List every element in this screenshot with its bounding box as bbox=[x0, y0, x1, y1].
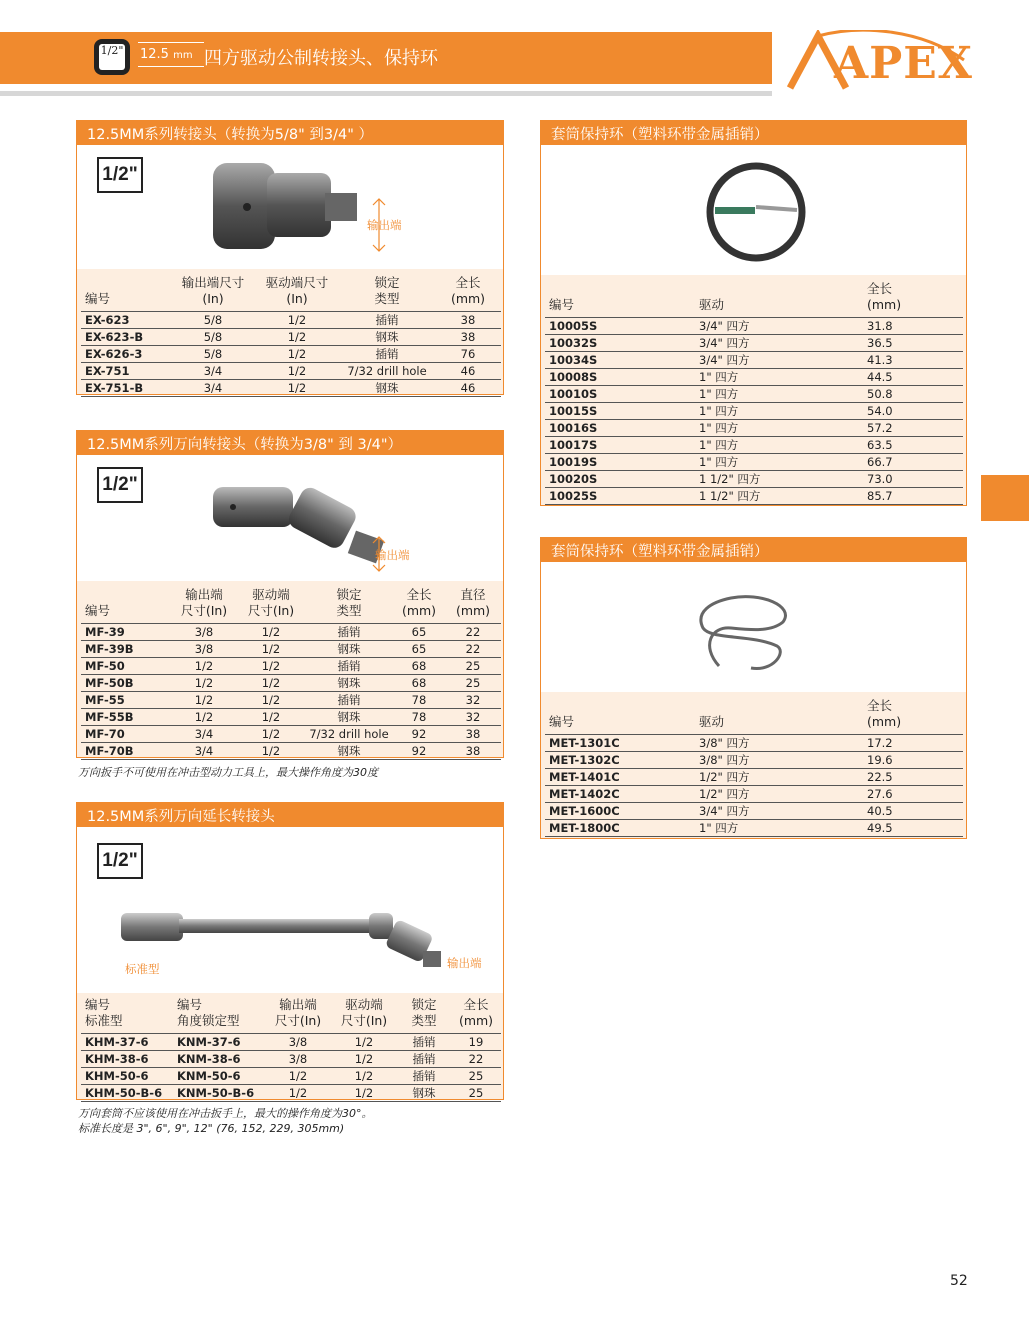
col-header: 驱动端 尺寸(In) bbox=[340, 997, 388, 1028]
table-cell: 1 1/2" 四方 bbox=[695, 488, 863, 505]
table-row bbox=[545, 335, 963, 352]
table-cell: 3/8 bbox=[171, 624, 237, 641]
table-cell: 3/4 bbox=[171, 726, 237, 743]
col-header: 编号 bbox=[549, 714, 575, 729]
table-header-row bbox=[545, 698, 963, 735]
spec-table bbox=[81, 275, 501, 397]
spec-table bbox=[81, 997, 501, 1102]
table-cell: 32 bbox=[445, 692, 501, 709]
table-cell: KHM-50-6 bbox=[81, 1068, 173, 1085]
table-cell: 1/2 bbox=[237, 743, 305, 760]
table-cell: 3/8" 四方 bbox=[695, 735, 863, 752]
col-header: 编号 bbox=[85, 603, 111, 618]
logo-text: APEX bbox=[834, 38, 973, 89]
output-end-label: 输出端 bbox=[447, 956, 482, 970]
drive-badge: 1/2" bbox=[97, 157, 143, 193]
table-cell: 插销 bbox=[339, 312, 435, 329]
table-cell: 65 bbox=[393, 641, 445, 658]
table-row bbox=[545, 752, 963, 769]
table-cell: 1/2 bbox=[265, 1085, 331, 1102]
table-cell: 5/8 bbox=[171, 312, 255, 329]
table-cell: 1/2 bbox=[265, 1068, 331, 1085]
table-cell: 38 bbox=[435, 329, 501, 346]
table-cell: 3/4" 四方 bbox=[695, 352, 863, 369]
table-cell: 插销 bbox=[339, 346, 435, 363]
table-cell: 10017S bbox=[545, 437, 695, 454]
table-cell: KNM-50-B-6 bbox=[173, 1085, 265, 1102]
col-header: 编号 角度锁定型 bbox=[177, 997, 240, 1028]
table-cell: 10008S bbox=[545, 369, 695, 386]
spec-table bbox=[81, 587, 501, 760]
table-cell: 1/2 bbox=[171, 692, 237, 709]
table-cell: 3/4" 四方 bbox=[695, 803, 863, 820]
table-cell: MF-39 bbox=[81, 624, 171, 641]
table-cell: 钢珠 bbox=[397, 1085, 451, 1102]
table-cell: 57.2 bbox=[863, 420, 963, 437]
table-cell: MF-55 bbox=[81, 692, 171, 709]
table-cell: 10034S bbox=[545, 352, 695, 369]
table-cell: 钢珠 bbox=[305, 641, 393, 658]
table-cell: 1" 四方 bbox=[695, 386, 863, 403]
table-cell: 1" 四方 bbox=[695, 420, 863, 437]
table-row bbox=[545, 803, 963, 820]
table-row bbox=[81, 675, 501, 692]
col-header: 输出端 尺寸(In) bbox=[180, 587, 228, 618]
panel-extension-adapters bbox=[76, 802, 504, 1100]
product-image-area bbox=[77, 145, 503, 269]
table-cell: 25 bbox=[445, 675, 501, 692]
col-header: 锁定 类型 bbox=[411, 997, 437, 1028]
table-row bbox=[545, 488, 963, 505]
table-cell: 1/2 bbox=[237, 658, 305, 675]
col-header: 锁定 类型 bbox=[374, 275, 400, 306]
table-row bbox=[545, 454, 963, 471]
col-header: 驱动 bbox=[699, 297, 725, 312]
table-cell: 54.0 bbox=[863, 403, 963, 420]
table-cell: 10015S bbox=[545, 403, 695, 420]
table-row bbox=[81, 692, 501, 709]
panel-title: 12.5MM系列万向转接头（转换为3/8" 到 3/4"） bbox=[77, 431, 503, 455]
table-cell: 1/2 bbox=[331, 1051, 397, 1068]
table-cell: MET-1401C bbox=[545, 769, 695, 786]
drive-badge: 1/2" bbox=[97, 843, 143, 879]
table-cell: 插销 bbox=[305, 624, 393, 641]
table-cell: 1/2 bbox=[171, 675, 237, 692]
table-cell: 7/32 drill hole bbox=[339, 363, 435, 380]
table-row bbox=[81, 1034, 501, 1051]
table-row bbox=[81, 641, 501, 658]
adapter-image bbox=[207, 155, 447, 265]
col-header: 编号 bbox=[85, 291, 111, 306]
table-cell: MF-39B bbox=[81, 641, 171, 658]
table-cell: 7/32 drill hole bbox=[305, 726, 393, 743]
table-cell: 3/4" 四方 bbox=[695, 318, 863, 335]
panel-title: 12.5MM系列转接头（转换为5/8" 到3/4" ） bbox=[77, 121, 503, 145]
table-cell: 1" 四方 bbox=[695, 820, 863, 837]
table-cell: 92 bbox=[393, 726, 445, 743]
header-rule bbox=[0, 91, 772, 96]
page-title: 四方驱动公制转接头、保持环 bbox=[204, 48, 438, 69]
table-cell: 49.5 bbox=[863, 820, 963, 837]
output-end-label: 输出端 bbox=[367, 218, 402, 232]
table-cell: EX-626-3 bbox=[81, 346, 171, 363]
col-header: 编号 bbox=[549, 297, 575, 312]
table-cell: 25 bbox=[445, 658, 501, 675]
table-cell: 36.5 bbox=[863, 335, 963, 352]
table-row bbox=[81, 363, 501, 380]
table-header-row bbox=[81, 275, 501, 312]
table-row bbox=[545, 820, 963, 837]
table-cell: 1" 四方 bbox=[695, 369, 863, 386]
table-cell: 1/2 bbox=[237, 624, 305, 641]
table-cell: EX-751-B bbox=[81, 380, 171, 397]
table-cell: 插销 bbox=[397, 1034, 451, 1051]
table-cell: EX-623 bbox=[81, 312, 171, 329]
table-cell: 1/2" 四方 bbox=[695, 786, 863, 803]
table-cell: 22 bbox=[451, 1051, 501, 1068]
table-cell: 46 bbox=[435, 363, 501, 380]
table-cell: KNM-50-6 bbox=[173, 1068, 265, 1085]
drive-size-badge bbox=[94, 39, 130, 75]
table-cell: 10016S bbox=[545, 420, 695, 437]
drive-fraction: 1/2" bbox=[99, 44, 125, 70]
table-row bbox=[81, 312, 501, 329]
table-cell: MET-1301C bbox=[545, 735, 695, 752]
spec-table bbox=[545, 698, 963, 837]
table-cell: 22.5 bbox=[863, 769, 963, 786]
table-cell: 10025S bbox=[545, 488, 695, 505]
table-cell: 50.8 bbox=[863, 386, 963, 403]
panel-universal-adapters bbox=[76, 430, 504, 758]
table-cell: 1/2 bbox=[237, 692, 305, 709]
table-cell: MET-1800C bbox=[545, 820, 695, 837]
col-header: 全长 (mm) bbox=[401, 587, 437, 618]
table-cell: 10032S bbox=[545, 335, 695, 352]
table-cell: KHM-37-6 bbox=[81, 1034, 173, 1051]
standard-type-label: 标准型 bbox=[125, 962, 160, 976]
retaining-ring-image bbox=[701, 157, 811, 267]
table-cell: 1/2 bbox=[237, 641, 305, 658]
table-cell: 3/8" 四方 bbox=[695, 752, 863, 769]
table-cell: MET-1302C bbox=[545, 752, 695, 769]
product-image-area bbox=[541, 145, 966, 275]
table-row bbox=[545, 735, 963, 752]
table-header-row bbox=[81, 997, 501, 1034]
table-cell: 85.7 bbox=[863, 488, 963, 505]
table-cell: 19.6 bbox=[863, 752, 963, 769]
table-row bbox=[545, 403, 963, 420]
table-cell: 钢珠 bbox=[339, 329, 435, 346]
table-row bbox=[81, 380, 501, 397]
table-cell: 10020S bbox=[545, 471, 695, 488]
output-end-label: 输出端 bbox=[375, 548, 410, 562]
table-cell: 1" 四方 bbox=[695, 454, 863, 471]
table-cell: KHM-50-B-6 bbox=[81, 1085, 173, 1102]
extension-note-1: 万向套筒不应该使用在冲击扳手上，最大的操作角度为30°。 bbox=[78, 1107, 373, 1120]
table-cell: 1" 四方 bbox=[695, 437, 863, 454]
col-header: 输出端尺寸 (In) bbox=[181, 275, 245, 306]
output-arrow-icon bbox=[509, 941, 529, 981]
col-header: 输出端 尺寸(In) bbox=[274, 997, 322, 1028]
col-header: 驱动端 尺寸(In) bbox=[247, 587, 295, 618]
drive-mm-value: 12.5 bbox=[140, 47, 169, 62]
table-row bbox=[81, 709, 501, 726]
table-row bbox=[81, 726, 501, 743]
col-header: 驱动 bbox=[699, 714, 725, 729]
table-row bbox=[545, 318, 963, 335]
table-cell: MF-70 bbox=[81, 726, 171, 743]
table-cell: 32 bbox=[445, 709, 501, 726]
table-cell: KNM-37-6 bbox=[173, 1034, 265, 1051]
table-row bbox=[545, 386, 963, 403]
table-cell: 1/2" 四方 bbox=[695, 769, 863, 786]
table-cell: 钢珠 bbox=[305, 709, 393, 726]
table-cell: 3/8 bbox=[265, 1051, 331, 1068]
table-cell: MF-50 bbox=[81, 658, 171, 675]
col-header: 全长 (mm) bbox=[458, 997, 494, 1028]
product-image-area bbox=[541, 562, 966, 692]
drive-mm-unit: mm bbox=[173, 50, 193, 61]
table-cell: 1/2 bbox=[331, 1034, 397, 1051]
table-row bbox=[545, 369, 963, 386]
table-cell: 10010S bbox=[545, 386, 695, 403]
spec-table-area bbox=[541, 275, 966, 505]
table-cell: 63.5 bbox=[863, 437, 963, 454]
drive-badge: 1/2" bbox=[97, 467, 143, 503]
table-row bbox=[81, 658, 501, 675]
table-cell: KHM-38-6 bbox=[81, 1051, 173, 1068]
table-cell: 66.7 bbox=[863, 454, 963, 471]
table-cell: 1/2 bbox=[237, 675, 305, 692]
table-row bbox=[81, 1068, 501, 1085]
extension-note-2: 标准长度是 3", 6", 9", 12" (76, 152, 229, 305mm) bbox=[78, 1122, 345, 1135]
drive-mm-label bbox=[138, 42, 204, 67]
table-cell: 73.0 bbox=[863, 471, 963, 488]
panel-retaining-rings-metal bbox=[540, 537, 967, 839]
table-cell: 38 bbox=[445, 726, 501, 743]
table-cell: 1/2 bbox=[171, 658, 237, 675]
table-row bbox=[545, 437, 963, 454]
table-cell: 10019S bbox=[545, 454, 695, 471]
table-header-row bbox=[81, 587, 501, 624]
table-cell: 68 bbox=[393, 658, 445, 675]
spec-table-area bbox=[541, 692, 966, 838]
product-image-area bbox=[77, 455, 503, 581]
table-cell: 78 bbox=[393, 709, 445, 726]
panel-adapters bbox=[76, 120, 504, 395]
table-cell: 3/4 bbox=[171, 363, 255, 380]
table-cell: 25 bbox=[451, 1085, 501, 1102]
table-cell: 38 bbox=[435, 312, 501, 329]
table-cell: 1/2 bbox=[237, 726, 305, 743]
table-cell: 22 bbox=[445, 624, 501, 641]
table-cell: 5/8 bbox=[171, 346, 255, 363]
table-cell: 17.2 bbox=[863, 735, 963, 752]
table-cell: 10005S bbox=[545, 318, 695, 335]
spec-table-area bbox=[77, 269, 503, 394]
table-cell: 1/2 bbox=[255, 329, 339, 346]
table-cell: 65 bbox=[393, 624, 445, 641]
table-cell: 1/2 bbox=[237, 709, 305, 726]
table-cell: 1 1/2" 四方 bbox=[695, 471, 863, 488]
table-cell: 钢珠 bbox=[305, 675, 393, 692]
table-cell: 插销 bbox=[397, 1068, 451, 1085]
table-row bbox=[81, 346, 501, 363]
table-cell: MF-70B bbox=[81, 743, 171, 760]
table-cell: 68 bbox=[393, 675, 445, 692]
table-cell: 41.3 bbox=[863, 352, 963, 369]
table-cell: 3/8 bbox=[265, 1034, 331, 1051]
col-header: 全长 (mm) bbox=[867, 281, 902, 312]
table-cell: EX-623-B bbox=[81, 329, 171, 346]
table-row bbox=[81, 624, 501, 641]
table-cell: 钢珠 bbox=[339, 380, 435, 397]
table-cell: 25 bbox=[451, 1068, 501, 1085]
col-header: 编号 标准型 bbox=[85, 997, 123, 1028]
panel-retaining-rings-plastic bbox=[540, 120, 967, 506]
table-row bbox=[545, 786, 963, 803]
table-cell: 38 bbox=[445, 743, 501, 760]
section-tab bbox=[981, 475, 1029, 521]
table-cell: 3/4 bbox=[171, 743, 237, 760]
table-cell: 46 bbox=[435, 380, 501, 397]
panel-title: 12.5MM系列万向延长转接头 bbox=[77, 803, 503, 827]
table-cell: 1/2 bbox=[331, 1068, 397, 1085]
table-cell: 1" 四方 bbox=[695, 403, 863, 420]
col-header: 直径 (mm) bbox=[455, 587, 491, 618]
table-cell: 19 bbox=[451, 1034, 501, 1051]
table-cell: MET-1600C bbox=[545, 803, 695, 820]
universal-note: 万向扳手不可使用在冲击型动力工具上，最大操作角度为30度 bbox=[78, 766, 378, 779]
spec-table-area bbox=[77, 993, 503, 1099]
table-cell: 92 bbox=[393, 743, 445, 760]
page-number: 52 bbox=[950, 1273, 968, 1289]
table-cell: 1/2 bbox=[255, 346, 339, 363]
table-cell: 1/2 bbox=[171, 709, 237, 726]
table-cell: 1/2 bbox=[255, 363, 339, 380]
table-cell: 40.5 bbox=[863, 803, 963, 820]
spec-table-area bbox=[77, 581, 503, 757]
table-cell: 1/2 bbox=[255, 312, 339, 329]
panel-title: 套筒保持环（塑料环带金属插销） bbox=[541, 121, 966, 145]
table-cell: 78 bbox=[393, 692, 445, 709]
col-header: 锁定 类型 bbox=[336, 587, 362, 618]
table-cell: 插销 bbox=[305, 658, 393, 675]
table-cell: 27.6 bbox=[863, 786, 963, 803]
col-header: 驱动端尺寸 (In) bbox=[265, 275, 329, 306]
table-row bbox=[81, 1051, 501, 1068]
spec-table bbox=[545, 281, 963, 505]
apex-logo bbox=[782, 30, 972, 102]
extension-adapter-image bbox=[117, 891, 457, 981]
wire-retaining-clip-image bbox=[691, 576, 801, 676]
table-cell: MF-50B bbox=[81, 675, 171, 692]
table-row bbox=[81, 1085, 501, 1102]
table-cell: 44.5 bbox=[863, 369, 963, 386]
table-row bbox=[545, 471, 963, 488]
table-cell: 31.8 bbox=[863, 318, 963, 335]
table-row bbox=[81, 743, 501, 760]
product-image-area bbox=[77, 827, 503, 993]
col-header: 全长 (mm) bbox=[450, 275, 486, 306]
universal-adapter-image bbox=[207, 465, 457, 575]
table-cell: 5/8 bbox=[171, 329, 255, 346]
table-cell: MET-1402C bbox=[545, 786, 695, 803]
table-row bbox=[545, 352, 963, 369]
table-row bbox=[545, 420, 963, 437]
col-header: 全长 (mm) bbox=[867, 698, 902, 729]
panel-title: 套筒保持环（塑料环带金属插销） bbox=[541, 538, 966, 562]
table-cell: 76 bbox=[435, 346, 501, 363]
table-cell: 3/8 bbox=[171, 641, 237, 658]
table-cell: MF-55B bbox=[81, 709, 171, 726]
table-row bbox=[545, 769, 963, 786]
table-cell: 3/4" 四方 bbox=[695, 335, 863, 352]
table-cell: 1/2 bbox=[331, 1085, 397, 1102]
table-cell: 插销 bbox=[397, 1051, 451, 1068]
table-cell: EX-751 bbox=[81, 363, 171, 380]
table-cell: KNM-38-6 bbox=[173, 1051, 265, 1068]
table-cell: 钢珠 bbox=[305, 743, 393, 760]
table-cell: 22 bbox=[445, 641, 501, 658]
table-cell: 插销 bbox=[305, 692, 393, 709]
table-header-row bbox=[545, 281, 963, 318]
table-cell: 1/2 bbox=[255, 380, 339, 397]
table-cell: 3/4 bbox=[171, 380, 255, 397]
table-row bbox=[81, 329, 501, 346]
